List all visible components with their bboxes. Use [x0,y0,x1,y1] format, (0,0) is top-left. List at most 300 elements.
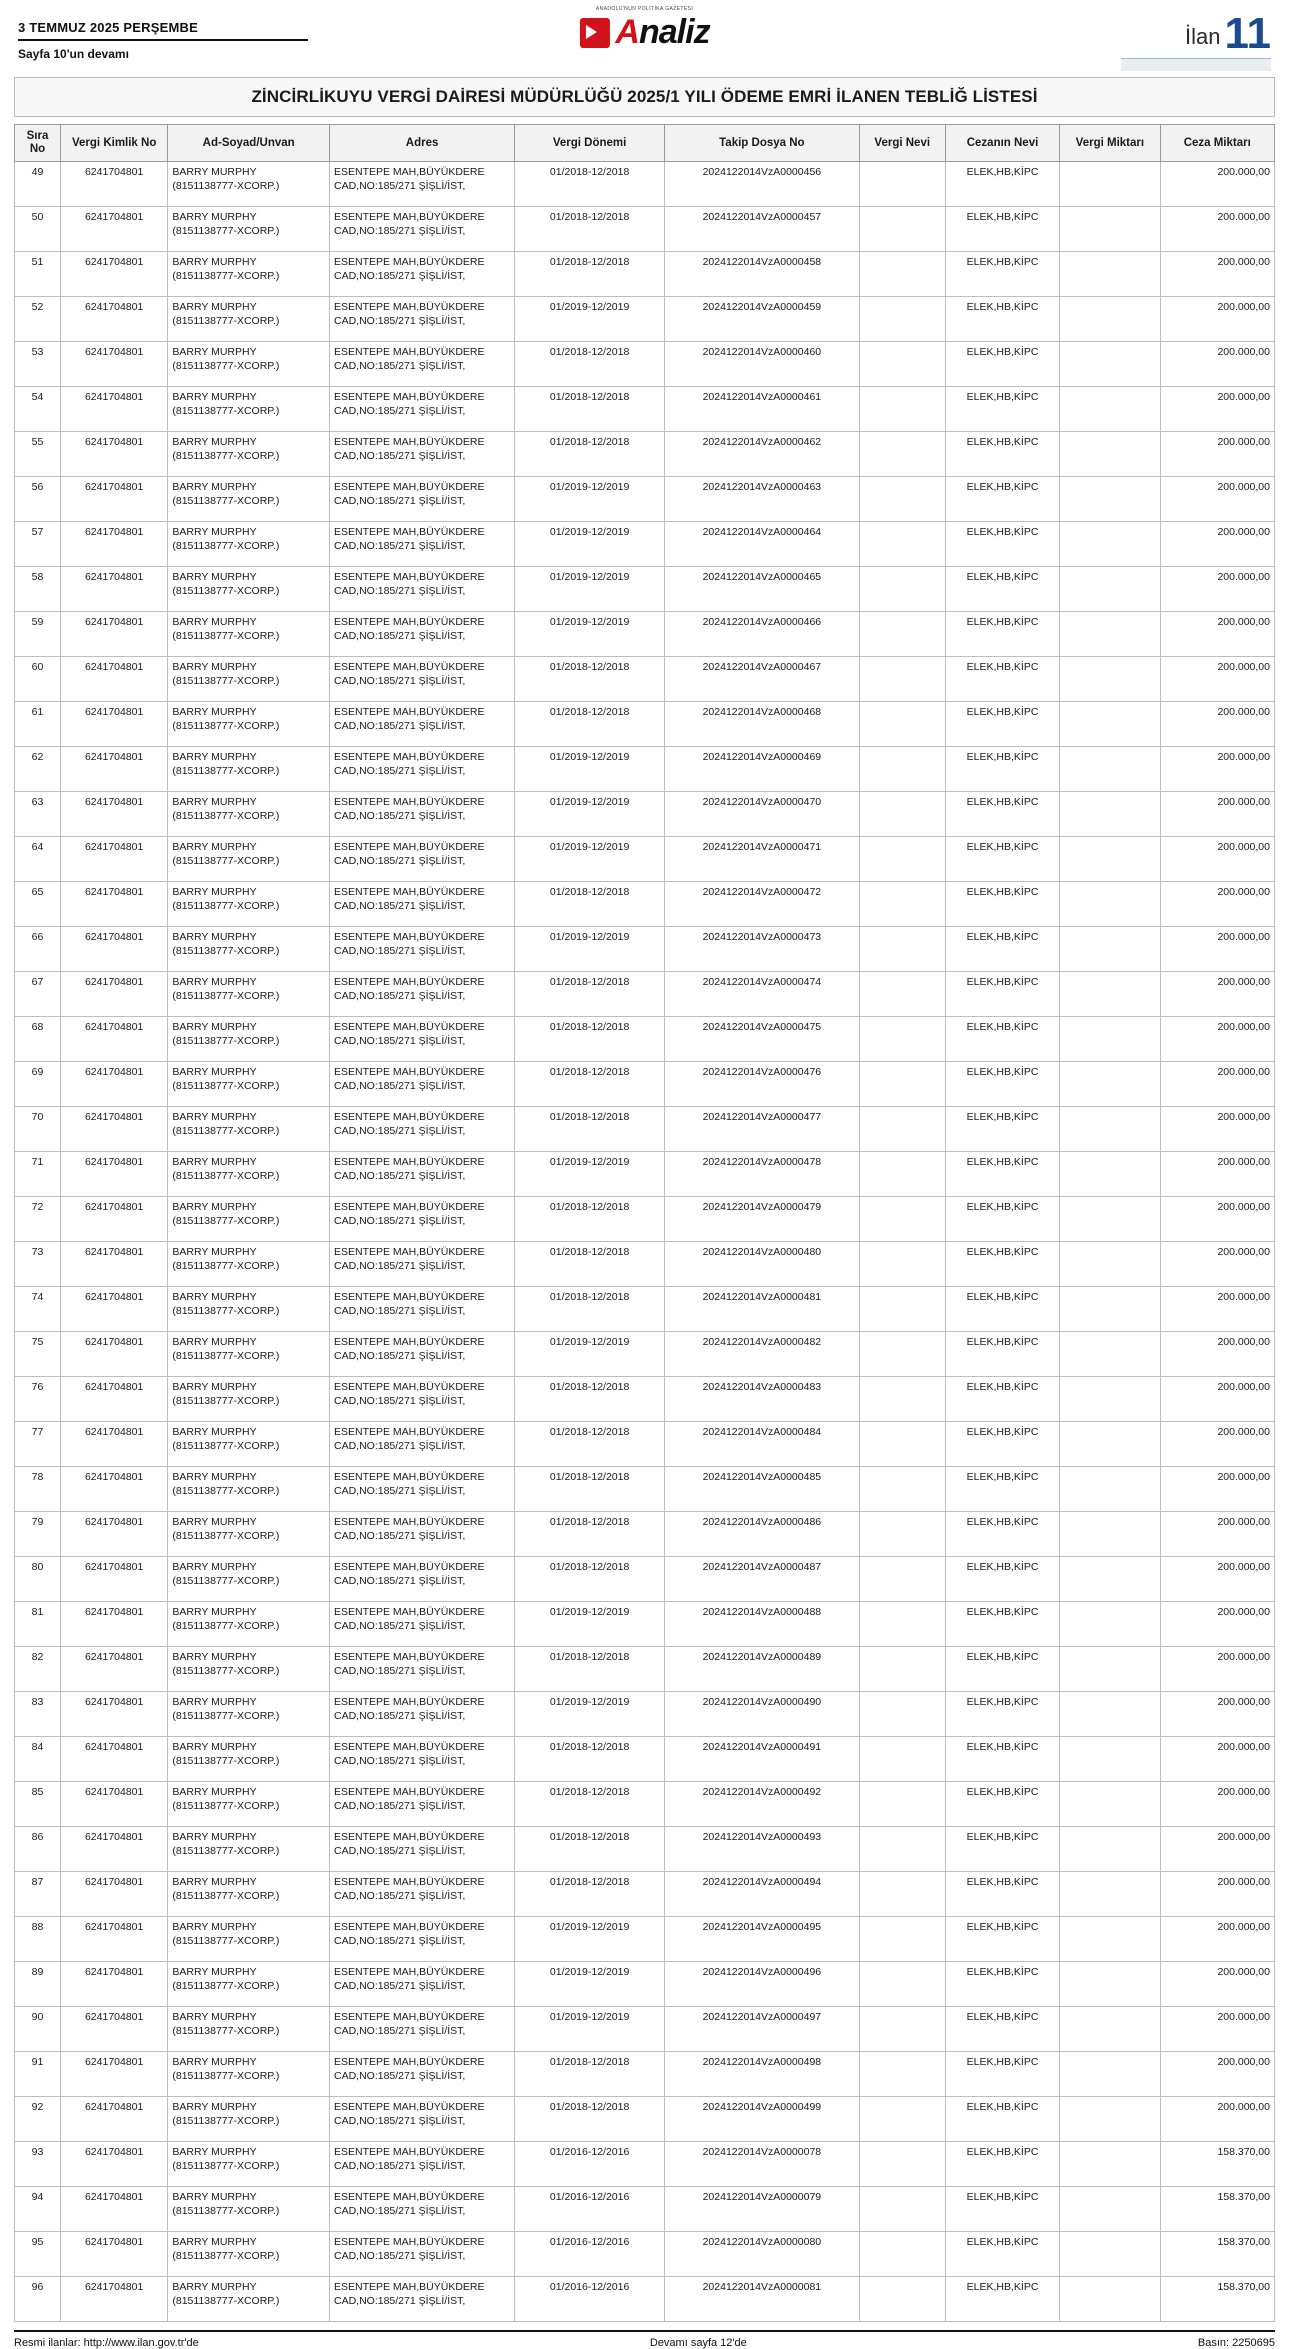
cell-name-line1: BARRY MURPHY [172,2011,257,2024]
cell-name-line2: (8151138777-XCORP.) [172,404,280,417]
cell-vergi-kimlik-no: 6241704801 [61,567,168,612]
page-title [14,77,1275,117]
col-sira-no [15,125,61,162]
cell-takip-dosya-no: 2024122014VzA0000463 [665,477,860,522]
cell-address-line1: ESENTEPE MAH,BÜYÜKDERE [333,1066,485,1079]
cell-address-line1: ESENTEPE MAH,BÜYÜKDERE [333,391,485,404]
page-footer [14,2330,1275,2349]
cell-name-line2: (8151138777-XCORP.) [172,269,280,282]
cell-address-line2: CAD,NO:185/271 ŞİŞLİ/İST, [333,2159,466,2172]
table-row [15,1782,1275,1827]
cell-name-line2: (8151138777-XCORP.) [172,1754,280,1767]
masthead-ribbon [1121,58,1271,71]
cell-vergi-nevi [859,1647,945,1692]
cell-vergi-miktari [1060,657,1160,702]
cell-name-line1: BARRY MURPHY [172,391,257,404]
cell-address-line2: CAD,NO:185/271 ŞİŞLİ/İST, [333,1799,466,1812]
cell-takip-dosya-no: 2024122014VzA0000491 [665,1737,860,1782]
cell-sira-no: 68 [15,1017,61,1062]
cell-ceza-miktari: 200.000,00 [1160,837,1275,882]
cell-sira-no: 50 [15,207,61,252]
cell-vergi-donemi: 01/2019-12/2019 [515,522,665,567]
cell-sira-no: 51 [15,252,61,297]
table-row [15,882,1275,927]
cell-ad-soyad [168,1422,330,1467]
cell-name-line2: (8151138777-XCORP.) [172,2069,280,2082]
cell-vergi-kimlik-no: 6241704801 [61,1467,168,1512]
cell-vergi-nevi [859,657,945,702]
cell-vergi-donemi: 01/2019-12/2019 [515,837,665,882]
cell-sira-no: 64 [15,837,61,882]
cell-address-line1: ESENTEPE MAH,BÜYÜKDERE [333,481,485,494]
cell-vergi-donemi: 01/2018-12/2018 [515,702,665,747]
cell-vergi-donemi: 01/2018-12/2018 [515,1827,665,1872]
cell-address-line1: ESENTEPE MAH,BÜYÜKDERE [333,1111,485,1124]
cell-name-line2: (8151138777-XCORP.) [172,314,280,327]
section-label: İlan [1185,24,1221,49]
play-mark-icon [579,18,609,48]
cell-ceza-miktari: 200.000,00 [1160,2052,1275,2097]
cell-takip-dosya-no: 2024122014VzA0000484 [665,1422,860,1467]
cell-takip-dosya-no: 2024122014VzA0000494 [665,1872,860,1917]
table-row [15,1107,1275,1152]
cell-ceza-miktari: 200.000,00 [1160,1287,1275,1332]
cell-adres [329,1782,514,1827]
cell-sira-no: 95 [15,2232,61,2277]
cell-name-line1: BARRY MURPHY [172,616,257,629]
cell-name-line1: BARRY MURPHY [172,2146,257,2159]
cell-sira-no: 89 [15,1962,61,2007]
cell-ad-soyad [168,1287,330,1332]
col-adres: Adres [329,125,514,162]
cell-takip-dosya-no: 2024122014VzA0000490 [665,1692,860,1737]
cell-vergi-kimlik-no: 6241704801 [61,657,168,702]
cell-address-line2: CAD,NO:185/271 ŞİŞLİ/İST, [333,1979,466,1992]
cell-address-line2: CAD,NO:185/271 ŞİŞLİ/İST, [333,269,466,282]
cell-name-line2: (8151138777-XCORP.) [172,629,280,642]
cell-address-line2: CAD,NO:185/271 ŞİŞLİ/İST, [333,1889,466,1902]
cell-sira-no: 83 [15,1692,61,1737]
cell-vergi-donemi: 01/2018-12/2018 [515,657,665,702]
cell-vergi-miktari [1060,2097,1160,2142]
cell-ad-soyad [168,432,330,477]
cell-address-line1: ESENTEPE MAH,BÜYÜKDERE [333,2236,485,2249]
cell-ad-soyad [168,1062,330,1107]
cell-name-line1: BARRY MURPHY [172,931,257,944]
cell-vergi-donemi: 01/2019-12/2019 [515,477,665,522]
cell-vergi-donemi: 01/2016-12/2016 [515,2142,665,2187]
cell-vergi-kimlik-no: 6241704801 [61,162,168,207]
cell-ceza-miktari: 200.000,00 [1160,1197,1275,1242]
cell-takip-dosya-no: 2024122014VzA0000457 [665,207,860,252]
cell-vergi-kimlik-no: 6241704801 [61,1107,168,1152]
cell-address-line1: ESENTEPE MAH,BÜYÜKDERE [333,1561,485,1574]
cell-address-line1: ESENTEPE MAH,BÜYÜKDERE [333,1471,485,1484]
cell-name-line2: (8151138777-XCORP.) [172,989,280,1002]
cell-vergi-nevi [859,522,945,567]
table-row [15,2007,1275,2052]
cell-name-line1: BARRY MURPHY [172,1921,257,1934]
table-row [15,1917,1275,1962]
cell-vergi-donemi: 01/2019-12/2019 [515,1602,665,1647]
col-ad-soyad: Ad-Soyad/Unvan [168,125,330,162]
cell-takip-dosya-no: 2024122014VzA0000475 [665,1017,860,1062]
cell-adres [329,1872,514,1917]
cell-ad-soyad [168,162,330,207]
cell-name-line1: BARRY MURPHY [172,1066,257,1079]
table-row [15,1557,1275,1602]
cell-name-line1: BARRY MURPHY [172,1426,257,1439]
cell-vergi-nevi [859,1827,945,1872]
cell-name-line1: BARRY MURPHY [172,1381,257,1394]
cell-cezanin-nevi: ELEK,HB,KİPC [945,522,1059,567]
cell-vergi-kimlik-no: 6241704801 [61,387,168,432]
cell-name-line2: (8151138777-XCORP.) [172,494,280,507]
cell-ceza-miktari: 200.000,00 [1160,792,1275,837]
cell-ad-soyad [168,1152,330,1197]
cell-vergi-kimlik-no: 6241704801 [61,432,168,477]
cell-address-line1: ESENTEPE MAH,BÜYÜKDERE [333,616,485,629]
cell-vergi-miktari [1060,1917,1160,1962]
cell-address-line2: CAD,NO:185/271 ŞİŞLİ/İST, [333,539,466,552]
cell-address-line1: ESENTEPE MAH,BÜYÜKDERE [333,1516,485,1529]
cell-ceza-miktari: 200.000,00 [1160,2007,1275,2052]
cell-address-line2: CAD,NO:185/271 ŞİŞLİ/İST, [333,1844,466,1857]
cell-ceza-miktari: 200.000,00 [1160,1377,1275,1422]
cell-adres [329,882,514,927]
cell-sira-no: 82 [15,1647,61,1692]
table-row [15,702,1275,747]
cell-ad-soyad [168,2277,330,2322]
cell-name-line2: (8151138777-XCORP.) [172,1619,280,1632]
cell-vergi-miktari [1060,792,1160,837]
cell-takip-dosya-no: 2024122014VzA0000478 [665,1152,860,1197]
cell-name-line1: BARRY MURPHY [172,481,257,494]
cell-vergi-nevi [859,2007,945,2052]
cell-vergi-miktari [1060,1872,1160,1917]
cell-name-line2: (8151138777-XCORP.) [172,2159,280,2172]
cell-address-line2: CAD,NO:185/271 ŞİŞLİ/İST, [333,944,466,957]
cell-cezanin-nevi: ELEK,HB,KİPC [945,252,1059,297]
cell-takip-dosya-no: 2024122014VzA0000483 [665,1377,860,1422]
cell-ceza-miktari: 200.000,00 [1160,477,1275,522]
cell-ad-soyad [168,2097,330,2142]
table-row [15,1017,1275,1062]
cell-cezanin-nevi: ELEK,HB,KİPC [945,612,1059,657]
cell-cezanin-nevi: ELEK,HB,KİPC [945,1332,1059,1377]
col-vergi-nevi: Vergi Nevi [859,125,945,162]
cell-takip-dosya-no: 2024122014VzA0000460 [665,342,860,387]
cell-ceza-miktari: 200.000,00 [1160,567,1275,612]
cell-vergi-nevi [859,1287,945,1332]
cell-cezanin-nevi: ELEK,HB,KİPC [945,1692,1059,1737]
cell-vergi-donemi: 01/2019-12/2019 [515,1917,665,1962]
cell-name-line1: BARRY MURPHY [172,841,257,854]
cell-name-line2: (8151138777-XCORP.) [172,1979,280,1992]
cell-sira-no: 76 [15,1377,61,1422]
cell-sira-no: 73 [15,1242,61,1287]
cell-vergi-kimlik-no: 6241704801 [61,1647,168,1692]
cell-sira-no: 90 [15,2007,61,2052]
cell-vergi-miktari [1060,2007,1160,2052]
cell-vergi-kimlik-no: 6241704801 [61,1377,168,1422]
cell-adres [329,342,514,387]
cell-ceza-miktari: 200.000,00 [1160,2097,1275,2142]
cell-ad-soyad [168,1737,330,1782]
cell-vergi-miktari [1060,1737,1160,1782]
cell-vergi-donemi: 01/2018-12/2018 [515,1737,665,1782]
cell-address-line1: ESENTEPE MAH,BÜYÜKDERE [333,1921,485,1934]
cell-vergi-kimlik-no: 6241704801 [61,297,168,342]
table-row [15,2277,1275,2322]
cell-vergi-miktari [1060,1512,1160,1557]
cell-sira-no: 53 [15,342,61,387]
cell-vergi-miktari [1060,882,1160,927]
newspaper-logo [579,6,709,52]
cell-vergi-miktari [1060,1332,1160,1377]
cell-vergi-miktari [1060,1197,1160,1242]
table-row [15,1512,1275,1557]
cell-ad-soyad [168,1197,330,1242]
cell-vergi-kimlik-no: 6241704801 [61,522,168,567]
cell-sira-no: 65 [15,882,61,927]
cell-takip-dosya-no: 2024122014VzA0000495 [665,1917,860,1962]
cell-takip-dosya-no: 2024122014VzA0000467 [665,657,860,702]
cell-vergi-kimlik-no: 6241704801 [61,2187,168,2232]
cell-takip-dosya-no: 2024122014VzA0000464 [665,522,860,567]
cell-adres [329,837,514,882]
cell-vergi-kimlik-no: 6241704801 [61,1287,168,1332]
cell-address-line2: CAD,NO:185/271 ŞİŞLİ/İST, [333,674,466,687]
cell-ad-soyad [168,1782,330,1827]
cell-vergi-kimlik-no: 6241704801 [61,252,168,297]
cell-vergi-miktari [1060,927,1160,972]
cell-adres [329,2232,514,2277]
cell-vergi-nevi [859,1197,945,1242]
cell-name-line2: (8151138777-XCORP.) [172,1394,280,1407]
cell-ad-soyad [168,792,330,837]
cell-sira-no: 52 [15,297,61,342]
table-row [15,2052,1275,2097]
cell-vergi-donemi: 01/2018-12/2018 [515,1647,665,1692]
cell-ad-soyad [168,1512,330,1557]
cell-vergi-donemi: 01/2019-12/2019 [515,297,665,342]
cell-cezanin-nevi: ELEK,HB,KİPC [945,2142,1059,2187]
cell-vergi-nevi [859,342,945,387]
col-ceza-miktari: Ceza Miktarı [1160,125,1275,162]
cell-vergi-kimlik-no: 6241704801 [61,207,168,252]
cell-vergi-nevi [859,1467,945,1512]
cell-ad-soyad [168,342,330,387]
table-row [15,837,1275,882]
cell-vergi-miktari [1060,1962,1160,2007]
cell-name-line1: BARRY MURPHY [172,976,257,989]
cell-vergi-nevi [859,1737,945,1782]
footer-left[interactable]: Resmi ilanlar: http://www.ilan.gov.tr'de [14,2337,199,2349]
cell-address-line2: CAD,NO:185/271 ŞİŞLİ/İST, [333,359,466,372]
cell-name-line1: BARRY MURPHY [172,571,257,584]
cell-vergi-miktari [1060,387,1160,432]
cell-address-line2: CAD,NO:185/271 ŞİŞLİ/İST, [333,2069,466,2082]
cell-sira-no: 67 [15,972,61,1017]
cell-name-line1: BARRY MURPHY [172,886,257,899]
cell-vergi-nevi [859,432,945,477]
cell-ceza-miktari: 200.000,00 [1160,747,1275,792]
cell-cezanin-nevi: ELEK,HB,KİPC [945,342,1059,387]
cell-cezanin-nevi: ELEK,HB,KİPC [945,1377,1059,1422]
cell-address-line1: ESENTEPE MAH,BÜYÜKDERE [333,1291,485,1304]
cell-name-line2: (8151138777-XCORP.) [172,1799,280,1812]
cell-vergi-miktari [1060,1062,1160,1107]
cell-ceza-miktari: 200.000,00 [1160,1242,1275,1287]
cell-name-line2: (8151138777-XCORP.) [172,764,280,777]
cell-sira-no: 61 [15,702,61,747]
cell-vergi-nevi [859,792,945,837]
col-vergi-donemi: Vergi Dönemi [515,125,665,162]
cell-ad-soyad [168,2232,330,2277]
cell-ceza-miktari: 200.000,00 [1160,972,1275,1017]
cell-ceza-miktari: 200.000,00 [1160,1917,1275,1962]
cell-adres [329,252,514,297]
cell-address-line1: ESENTEPE MAH,BÜYÜKDERE [333,1246,485,1259]
cell-adres [329,1512,514,1557]
cell-cezanin-nevi: ELEK,HB,KİPC [945,2187,1059,2232]
cell-vergi-nevi [859,1152,945,1197]
cell-takip-dosya-no: 2024122014VzA0000493 [665,1827,860,1872]
cell-adres [329,2187,514,2232]
cell-address-line2: CAD,NO:185/271 ŞİŞLİ/İST, [333,1484,466,1497]
cell-ceza-miktari: 200.000,00 [1160,252,1275,297]
cell-vergi-miktari [1060,612,1160,657]
cell-adres [329,1107,514,1152]
cell-vergi-kimlik-no: 6241704801 [61,1422,168,1467]
table-row [15,657,1275,702]
cell-takip-dosya-no: 2024122014VzA0000497 [665,2007,860,2052]
table-row [15,1602,1275,1647]
cell-cezanin-nevi: ELEK,HB,KİPC [945,207,1059,252]
cell-cezanin-nevi: ELEK,HB,KİPC [945,2097,1059,2142]
cell-name-line1: BARRY MURPHY [172,1651,257,1664]
cell-ceza-miktari: 200.000,00 [1160,297,1275,342]
cell-ad-soyad [168,882,330,927]
cell-name-line2: (8151138777-XCORP.) [172,1169,280,1182]
table-row [15,1422,1275,1467]
cell-vergi-donemi: 01/2019-12/2019 [515,612,665,657]
cell-vergi-miktari [1060,1467,1160,1512]
cell-sira-no: 60 [15,657,61,702]
cell-cezanin-nevi: ELEK,HB,KİPC [945,1827,1059,1872]
cell-ceza-miktari: 200.000,00 [1160,1602,1275,1647]
cell-address-line2: CAD,NO:185/271 ŞİŞLİ/İST, [333,1619,466,1632]
cell-ad-soyad [168,477,330,522]
cell-address-line2: CAD,NO:185/271 ŞİŞLİ/İST, [333,899,466,912]
cell-adres [329,1017,514,1062]
cell-sira-no: 79 [15,1512,61,1557]
cell-address-line1: ESENTEPE MAH,BÜYÜKDERE [333,301,485,314]
cell-adres [329,747,514,792]
cell-name-line2: (8151138777-XCORP.) [172,179,280,192]
cell-vergi-nevi [859,387,945,432]
cell-name-line2: (8151138777-XCORP.) [172,1349,280,1362]
cell-ad-soyad [168,387,330,432]
cell-address-line2: CAD,NO:185/271 ŞİŞLİ/İST, [333,1934,466,1947]
cell-name-line2: (8151138777-XCORP.) [172,2114,280,2127]
cell-ad-soyad [168,1467,330,1512]
cell-takip-dosya-no: 2024122014VzA0000489 [665,1647,860,1692]
cell-name-line1: BARRY MURPHY [172,751,257,764]
cell-ceza-miktari: 200.000,00 [1160,657,1275,702]
cell-vergi-donemi: 01/2018-12/2018 [515,1107,665,1152]
cell-address-line1: ESENTEPE MAH,BÜYÜKDERE [333,1336,485,1349]
cell-adres [329,1827,514,1872]
cell-adres [329,207,514,252]
cell-name-line1: BARRY MURPHY [172,436,257,449]
cell-name-line2: (8151138777-XCORP.) [172,2249,280,2262]
cell-address-line2: CAD,NO:185/271 ŞİŞLİ/İST, [333,1034,466,1047]
cell-vergi-kimlik-no: 6241704801 [61,612,168,657]
cell-ceza-miktari: 200.000,00 [1160,1872,1275,1917]
cell-sira-no: 88 [15,1917,61,1962]
table-row [15,432,1275,477]
table-row [15,522,1275,567]
cell-vergi-nevi [859,1377,945,1422]
cell-vergi-kimlik-no: 6241704801 [61,1197,168,1242]
cell-name-line2: (8151138777-XCORP.) [172,1034,280,1047]
cell-sira-no: 81 [15,1602,61,1647]
cell-adres [329,2097,514,2142]
cell-name-line2: (8151138777-XCORP.) [172,359,280,372]
cell-ad-soyad [168,702,330,747]
cell-takip-dosya-no: 2024122014VzA0000477 [665,1107,860,1152]
cell-address-line2: CAD,NO:185/271 ŞİŞLİ/İST, [333,449,466,462]
cell-sira-no: 56 [15,477,61,522]
cell-vergi-kimlik-no: 6241704801 [61,837,168,882]
cell-sira-no: 55 [15,432,61,477]
cell-sira-no: 54 [15,387,61,432]
cell-ad-soyad [168,1602,330,1647]
cell-address-line1: ESENTEPE MAH,BÜYÜKDERE [333,706,485,719]
cell-ad-soyad [168,612,330,657]
cell-vergi-donemi: 01/2019-12/2019 [515,2007,665,2052]
col-vergi-kimlik-no: Vergi Kimlik No [61,125,168,162]
table-row [15,2097,1275,2142]
cell-takip-dosya-no: 2024122014VzA0000479 [665,1197,860,1242]
cell-address-line2: CAD,NO:185/271 ŞİŞLİ/İST, [333,1394,466,1407]
cell-name-line2: (8151138777-XCORP.) [172,1304,280,1317]
cell-address-line2: CAD,NO:185/271 ŞİŞLİ/İST, [333,2204,466,2217]
cell-name-line1: BARRY MURPHY [172,211,257,224]
cell-address-line1: ESENTEPE MAH,BÜYÜKDERE [333,2146,485,2159]
cell-takip-dosya-no: 2024122014VzA0000465 [665,567,860,612]
cell-adres [329,1602,514,1647]
cell-name-line2: (8151138777-XCORP.) [172,1844,280,1857]
cell-cezanin-nevi: ELEK,HB,KİPC [945,702,1059,747]
cell-address-line2: CAD,NO:185/271 ŞİŞLİ/İST, [333,1709,466,1722]
cell-takip-dosya-no: 2024122014VzA0000471 [665,837,860,882]
table-row [15,1467,1275,1512]
cell-vergi-nevi [859,297,945,342]
cell-name-line2: (8151138777-XCORP.) [172,674,280,687]
cell-adres [329,297,514,342]
cell-vergi-donemi: 01/2019-12/2019 [515,1152,665,1197]
cell-adres [329,2007,514,2052]
cell-adres [329,702,514,747]
cell-adres [329,522,514,567]
cell-cezanin-nevi: ELEK,HB,KİPC [945,2007,1059,2052]
cell-name-line2: (8151138777-XCORP.) [172,224,280,237]
cell-name-line1: BARRY MURPHY [172,1336,257,1349]
table-row [15,1197,1275,1242]
